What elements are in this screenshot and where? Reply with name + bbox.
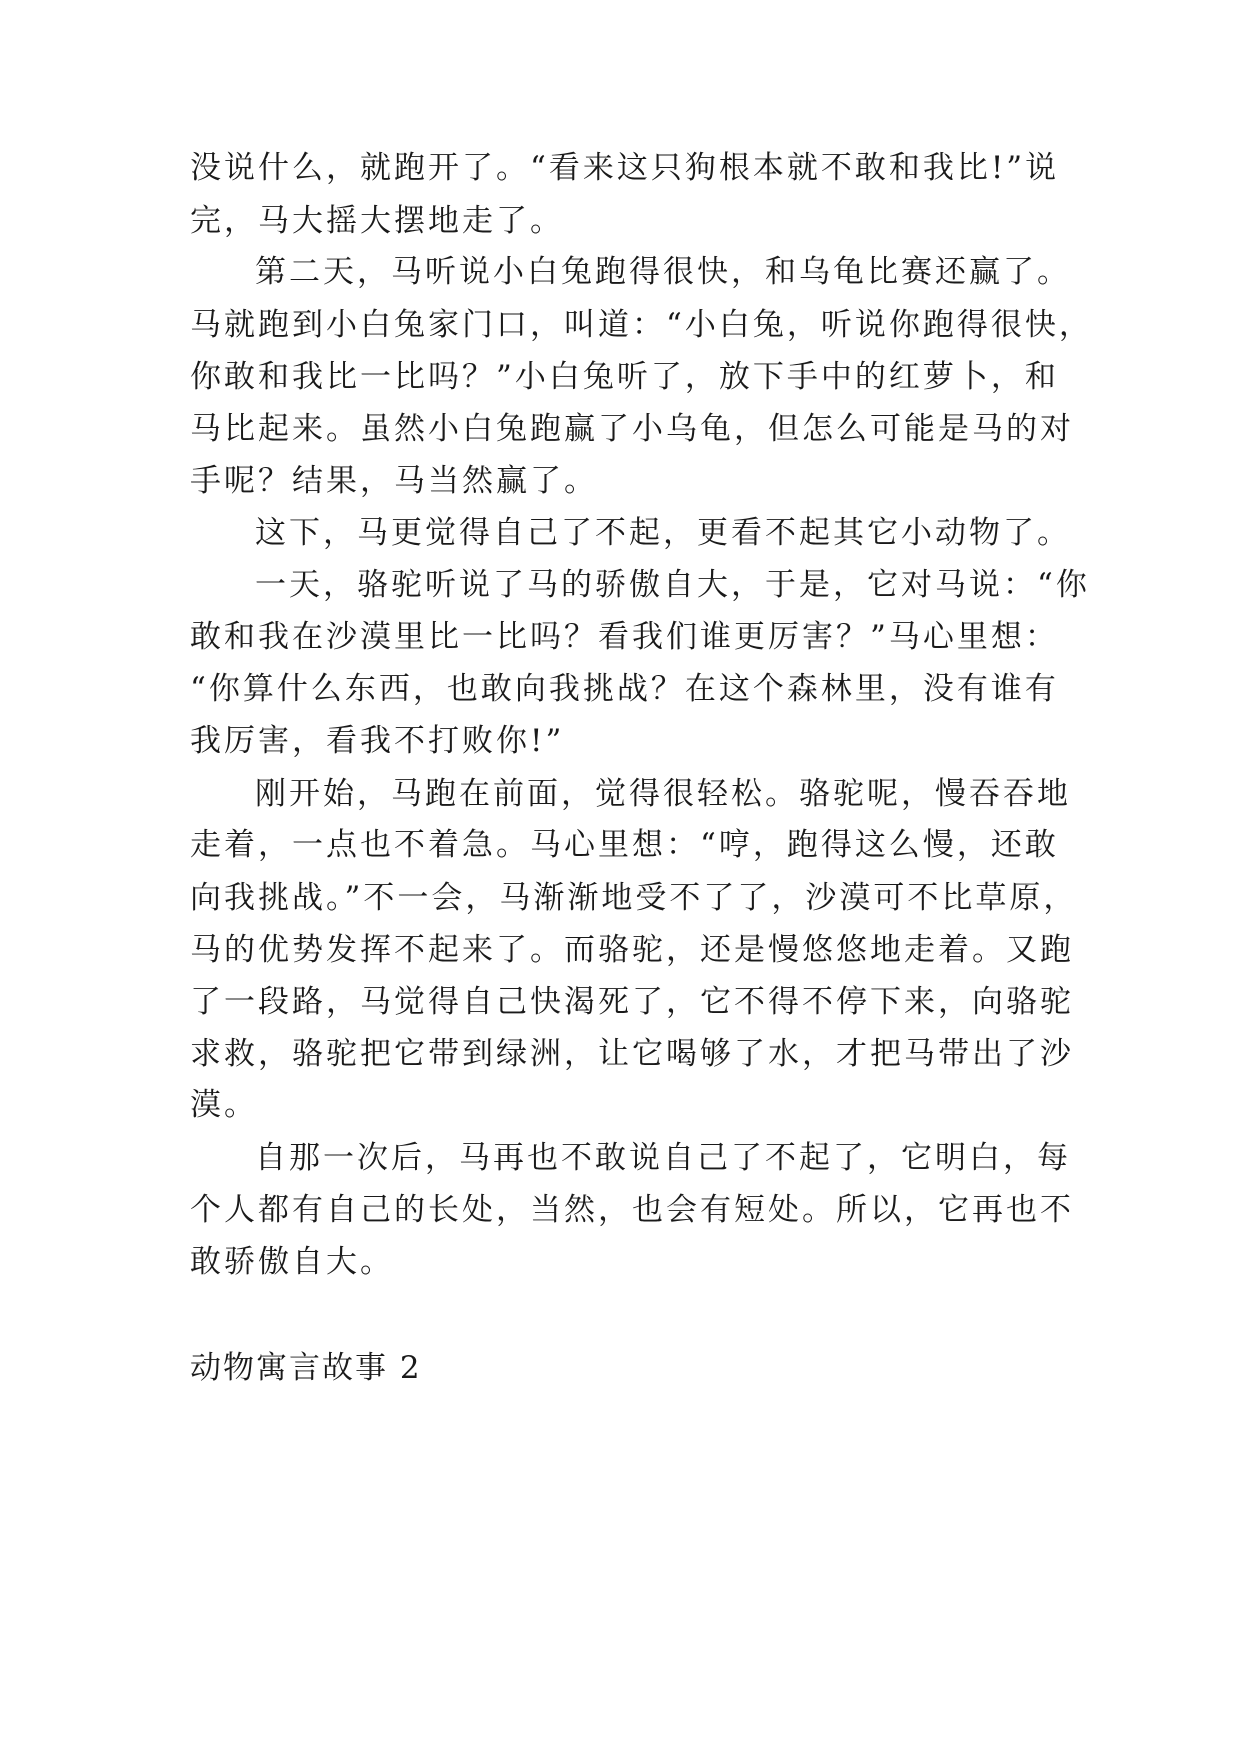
text-line: 马比起来。虽然小白兔跑赢了小乌龟，但怎么可能是马的对 (190, 411, 1074, 447)
text-line: 没说什么，就跑开了。“看来这只狗根本就不敢和我比!”说 (190, 150, 1060, 186)
text-line: 马就跑到小白兔家门口，叫道：“小白兔，听说你跑得很快， (190, 307, 1093, 343)
text-line: 了一段路，马觉得自己快渴死了，它不得不停下来，向骆驼 (190, 984, 1074, 1020)
text-line: 漠。 (190, 1087, 258, 1123)
text-line: 完，马大摇大摆地走了。 (190, 203, 564, 239)
text-line: 我厉害，看我不打败你!” (190, 723, 565, 759)
text-line: 敢骄傲自大。 (190, 1244, 394, 1280)
text-line: 向我挑战。”不一会，马渐渐地受不了了，沙漠可不比草原， (190, 880, 1078, 916)
text-line: 你敢和我比一比吗？”小白兔听了，放下手中的红萝卜，和 (190, 359, 1059, 395)
text-line: 求救，骆驼把它带到绿洲，让它喝够了水，才把马带出了沙 (190, 1036, 1074, 1072)
paragraph-start-line: 第二天，马听说小白兔跑得很快，和乌龟比赛还赢了。 (255, 254, 1071, 290)
paragraph-start-line: 一天，骆驼听说了马的骄傲自大，于是，它对马说：“你 (255, 567, 1090, 603)
paragraph-start-line: 自那一次后，马再也不敢说自己了不起了，它明白，每 (255, 1140, 1071, 1176)
paragraph-start-line: 这下，马更觉得自己了不起，更看不起其它小动物了。 (255, 515, 1071, 551)
text-line: “你算什么东西，也敢向我挑战？在这个森林里，没有谁有 (190, 671, 1059, 707)
text-line: 个人都有自己的长处，当然，也会有短处。所以，它再也不 (190, 1192, 1074, 1228)
section-heading: 动物寓言故事 2 (190, 1350, 422, 1386)
text-line: 马的优势发挥不起来了。而骆驼，还是慢悠悠地走着。又跑 (190, 932, 1074, 968)
paragraph-start-line: 刚开始，马跑在前面，觉得很轻松。骆驼呢，慢吞吞地 (255, 776, 1071, 812)
text-line: 敢和我在沙漠里比一比吗？看我们谁更厉害？”马心里想： (190, 619, 1059, 655)
text-line: 走着，一点也不着急。马心里想：“哼，跑得这么慢，还敢 (190, 827, 1059, 863)
text-line: 手呢？结果，马当然赢了。 (190, 463, 598, 499)
